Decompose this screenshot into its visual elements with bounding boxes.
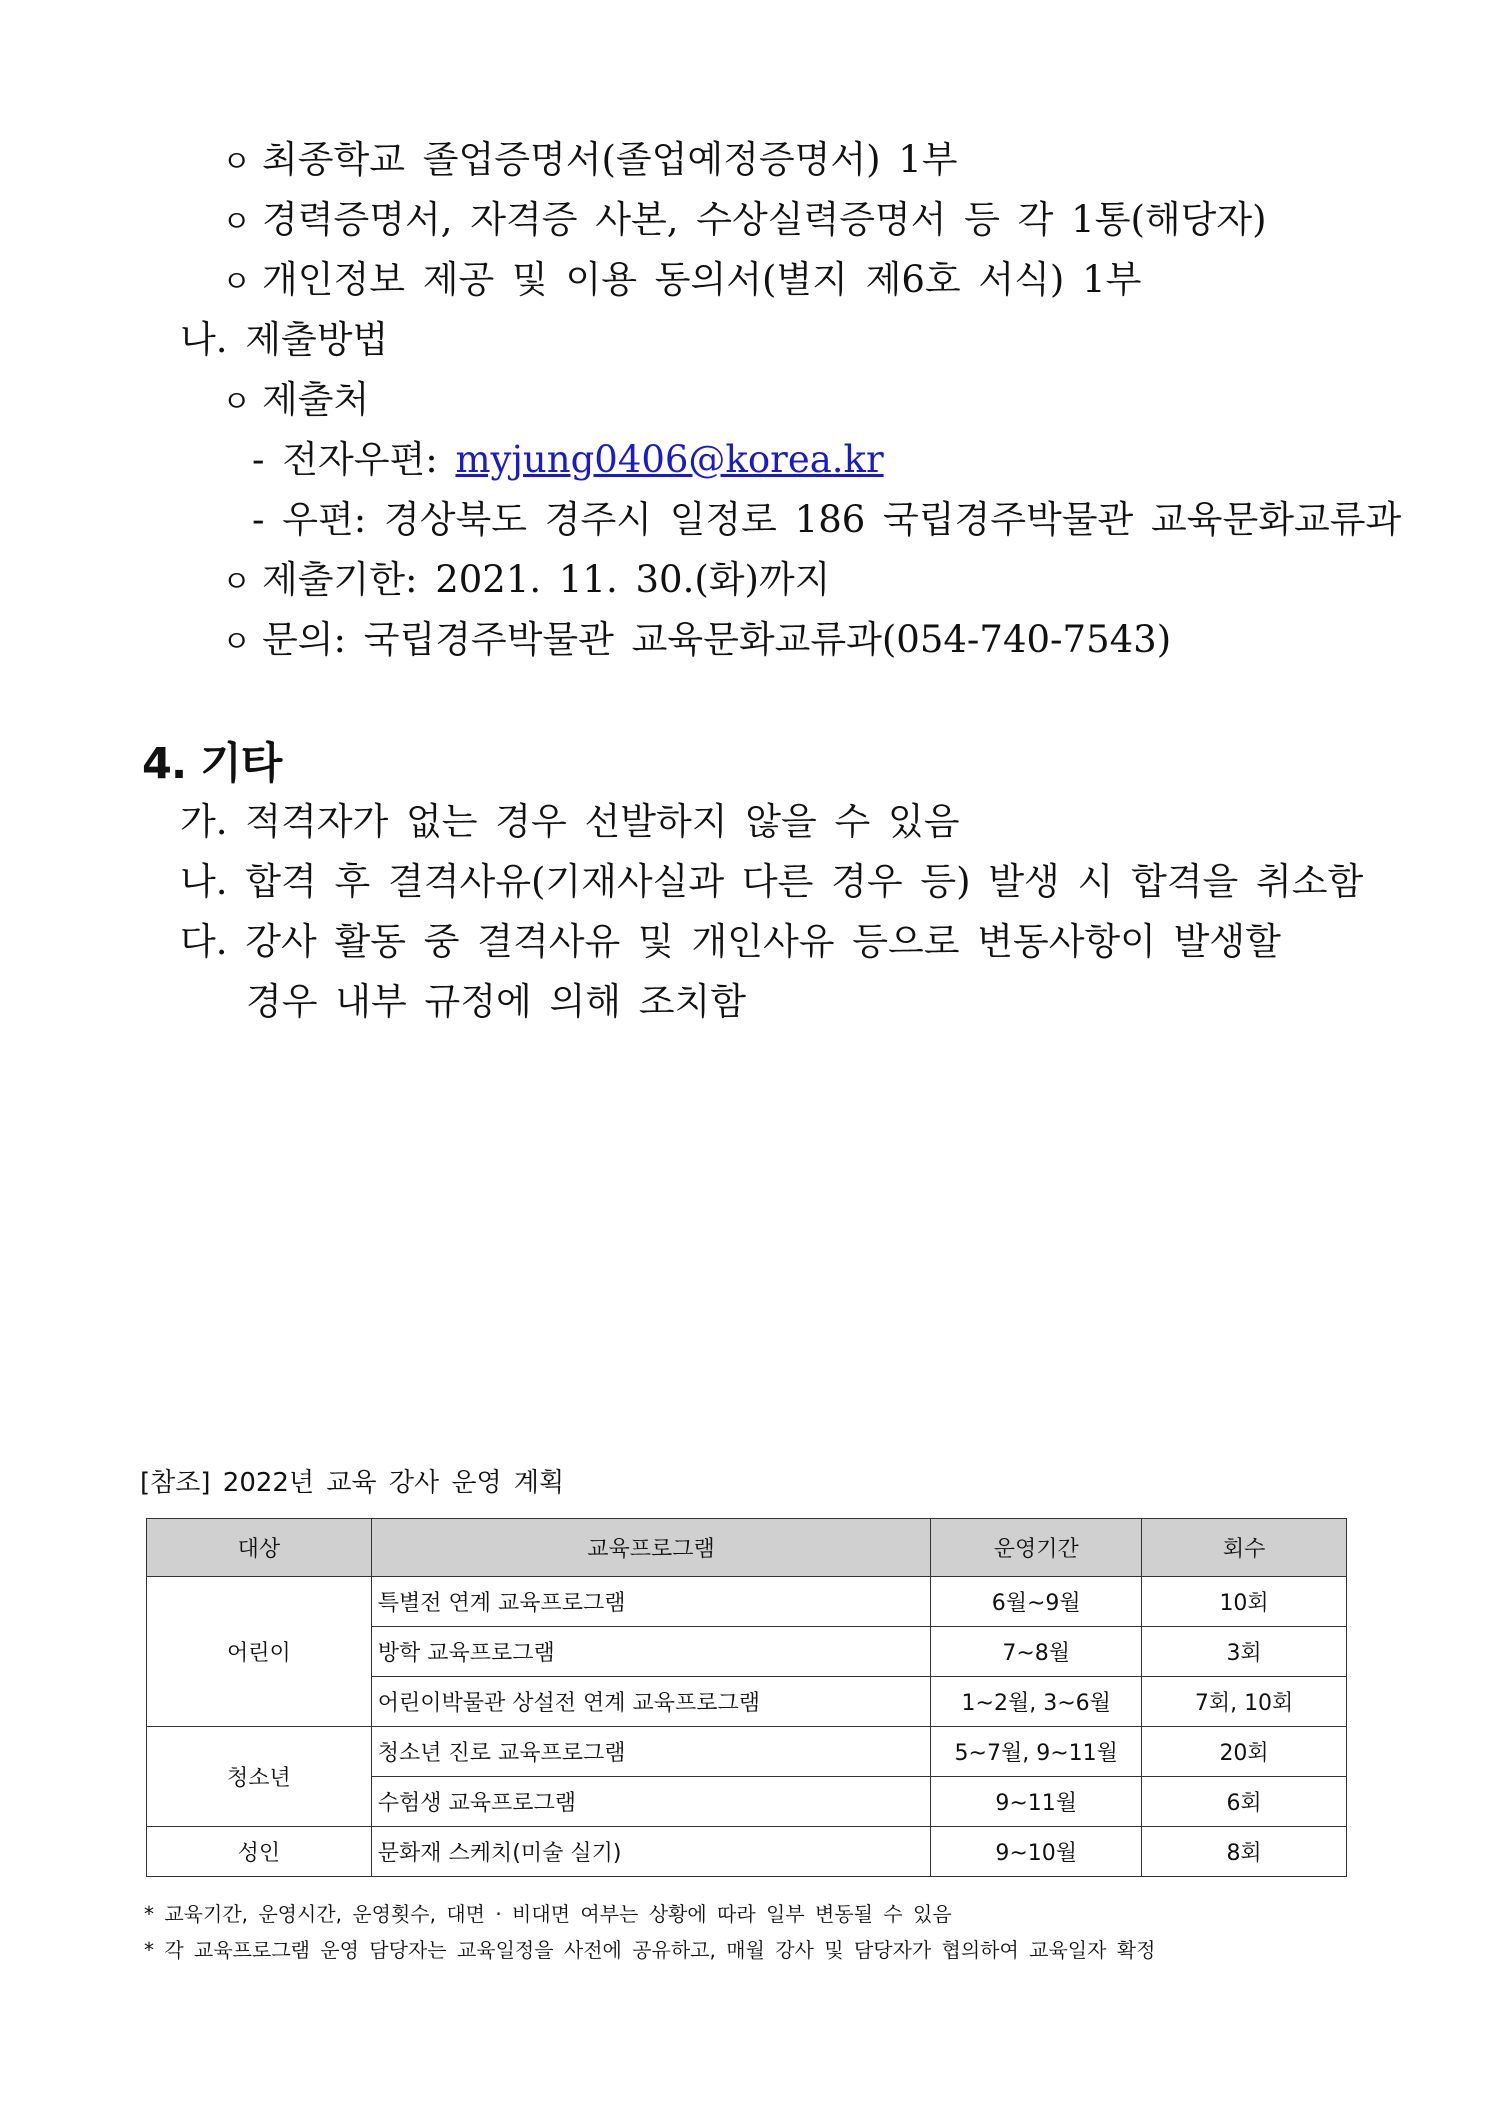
table-row: 성인 문화재 스케치(미술 실기) 9~10월 8회 (147, 1827, 1347, 1877)
table-header-row (147, 1519, 1347, 1577)
contact-line: ㅇ 문의: 국립경주박물관 교육문화교류과(054-740-7543) (222, 618, 1172, 661)
email-line: - 전자우편: myjung0406@korea.kr (252, 438, 884, 481)
reference-caption: [참조] 2022년 교육 강사 운영 계획 (140, 1468, 565, 1498)
section-4-title: 4. 기타 (142, 739, 282, 789)
bullet-icon: ㅇ (222, 205, 251, 240)
header-target: 대상 (147, 1519, 372, 1577)
post-line: - 우편: 경상북도 경주시 일정로 186 국립경주박물관 교육문화교류과 (252, 498, 1402, 541)
target-adult: 성인 (147, 1827, 372, 1877)
doc-line-2: ㅇ 경력증명서, 자격증 사본, 수상실력증명서 등 각 1통(해당자) (222, 198, 1267, 241)
target-children: 어린이 (147, 1577, 372, 1727)
education-plan-table (146, 1518, 1347, 1877)
note-2: * 각 교육프로그램 운영 담당자는 교육일정을 사전에 공유하고, 매월 강사 및 담당자가 협의하여 교육일자 확정 (144, 1938, 1156, 1962)
table-row: 수험생 교육프로그램 9~11월 6회 (147, 1777, 1347, 1827)
header-program: 교육프로그램 (371, 1519, 930, 1577)
bullet-icon: ㅇ (222, 625, 251, 660)
etc-item-1: 가. 적격자가 없는 경우 선발하지 않을 수 있음 (180, 800, 960, 843)
etc-item-2: 나. 합격 후 결격사유(기재사실과 다른 경우 등) 발생 시 합격을 취소함 (180, 860, 1364, 903)
target-youth: 청소년 (147, 1727, 372, 1827)
bullet-icon: ㅇ (222, 565, 251, 600)
submission-method-title: 나. 제출방법 (180, 318, 389, 361)
table-row: 어린이박물관 상설전 연계 교육프로그램 1~2월, 3~6월 7회, 10회 (147, 1677, 1347, 1727)
doc-line-3: ㅇ 개인정보 제공 및 이용 동의서(별지 제6호 서식) 1부 (222, 258, 1142, 301)
header-count: 회수 (1142, 1519, 1347, 1577)
bullet-icon: ㅇ (222, 385, 251, 420)
table-row: 어린이 특별전 연계 교육프로그램 6월~9월 10회 (147, 1577, 1347, 1627)
header-period: 운영기간 (931, 1519, 1142, 1577)
doc-line-1: ㅇ 최종학교 졸업증명서(졸업예정증명서) 1부 (222, 138, 958, 181)
deadline-line: ㅇ 제출기한: 2021. 11. 30.(화)까지 (222, 558, 831, 601)
etc-item-3: 다. 강사 활동 중 결격사유 및 개인사유 등으로 변동사항이 발생할 (180, 920, 1281, 963)
email-link[interactable]: myjung0406@korea.kr (455, 438, 884, 481)
table-row: 방학 교육프로그램 7~8월 3회 (147, 1627, 1347, 1677)
bullet-icon: ㅇ (222, 265, 251, 300)
bullet-icon: ㅇ (222, 145, 251, 180)
submit-place: ㅇ 제출처 (222, 378, 370, 421)
note-1: * 교육기간, 운영시간, 운영횟수, 대면 · 비대면 여부는 상황에 따라 일부 변동될 수 있음 (144, 1902, 952, 1926)
etc-item-3-cont: 경우 내부 규정에 의해 조치함 (246, 980, 746, 1023)
table-row: 청소년 청소년 진로 교육프로그램 5~7월, 9~11월 20회 (147, 1727, 1347, 1777)
